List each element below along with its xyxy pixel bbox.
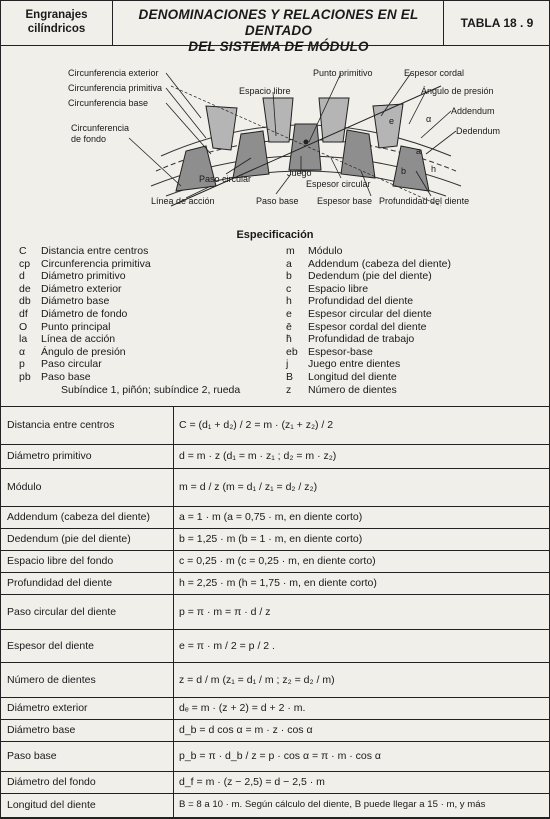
spec-description: Diámetro base [41, 295, 110, 308]
formula-name: Número de dientes [7, 673, 96, 686]
spec-symbol: ē [286, 320, 292, 333]
spec-symbol: B [286, 370, 294, 383]
column-divider [173, 742, 174, 771]
formula-row [1, 529, 549, 551]
formula-name: Diámetro base [7, 724, 76, 736]
label-addendum: Addendum [451, 106, 495, 116]
label-base-pitch: Paso base [256, 196, 299, 206]
formula-expression: dₑ = m · (z + 2) = d + 2 · m. [179, 702, 306, 714]
label-pressure-angle: Ángulo de presión [421, 86, 494, 96]
spec-symbol: db [19, 295, 31, 308]
label-e: e [389, 116, 395, 126]
column-divider [173, 507, 174, 528]
spec-description: Paso circular [41, 358, 102, 371]
column-divider [173, 445, 174, 468]
formula-row [1, 507, 549, 529]
spec-row [19, 321, 240, 334]
formula-expression: c = 0,25 · m (c = 0,25 · m, en diente corto) [179, 555, 376, 567]
label-chordal-thickness: Espesor cordal [404, 68, 465, 78]
spec-symbol: p [19, 358, 25, 371]
label-root-circle-2: de fondo [71, 134, 107, 144]
formula-name: Espesor del diente [7, 639, 94, 652]
label-tooth-depth: Profundidad del diente [379, 196, 470, 206]
formula-expression: b = 1,25 · m (b = 1 · m, en diente corto) [179, 533, 363, 545]
formula-row [1, 742, 549, 772]
formula-row [1, 663, 549, 698]
column-divider [173, 529, 174, 550]
spec-row [286, 358, 451, 371]
spec-symbol: α [19, 345, 26, 358]
spec-description: Profundidad de trabajo [308, 333, 415, 346]
spec-row [286, 333, 451, 346]
formula-table [1, 407, 549, 818]
spec-description: Addendum (cabeza del diente) [308, 257, 452, 270]
column-divider [173, 794, 174, 817]
spec-row [19, 295, 240, 308]
formula-expression: B = 8 a 10 · m. Según cálculo del diente, B puede llegar a 15 · m, y más [179, 799, 486, 810]
spec-description: Diámetro exterior [41, 282, 122, 295]
formula-row [1, 407, 549, 445]
spec-row [19, 333, 240, 346]
label-pitch-point: Punto primitivo [313, 68, 373, 78]
formula-expression: p_b = π · d_b / z = p · cos α = π · m · cos α [179, 750, 381, 762]
formula-expression: d_f = m · (z − 2,5) = d − 2,5 · m [179, 776, 325, 788]
formula-row [1, 720, 549, 742]
spec-description: Punto principal [41, 320, 111, 333]
formula-expression: z = d / m (z₁ = d₁ / m ; z₂ = d₂ / m) [179, 673, 335, 686]
title-line-1: DENOMINACIONES Y RELACIONES EN EL DENTADO [138, 7, 419, 38]
label-base-thickness: Espesor base [317, 196, 373, 206]
label-clearance: Espacio libre [239, 86, 291, 96]
spec-symbol: d [19, 270, 25, 283]
spec-description: Dedendum (pie del diente) [308, 270, 432, 283]
spec-row [286, 283, 451, 296]
formula-name: Espacio libre del fondo [7, 555, 114, 567]
label-pitch-circle: Circunferencia primitiva [68, 83, 163, 93]
column-divider [173, 720, 174, 741]
formula-name: Dedendum (pie del diente) [7, 533, 131, 545]
formula-name: Profundidad del diente [7, 577, 113, 589]
category-label [1, 1, 113, 45]
spec-left-column [19, 245, 240, 396]
spec-row [19, 258, 240, 271]
spec-description: Subíndice 1, piñón; subíndice 2, rueda [61, 383, 241, 396]
formula-expression: a = 1 · m (a = 0,75 · m, en diente corto) [179, 511, 363, 523]
formula-name: Diámetro primitivo [7, 450, 92, 462]
spec-symbol: df [19, 307, 28, 320]
spec-row [19, 245, 240, 258]
formula-row [1, 630, 549, 663]
label-base-circle: Circunferencia base [68, 98, 149, 108]
spec-symbol [19, 384, 41, 397]
spec-description: Juego entre dientes [308, 358, 401, 371]
spec-description: Diámetro de fondo [41, 307, 128, 320]
spec-row [19, 384, 240, 397]
spec-symbol: la [19, 333, 28, 346]
formula-name: Paso circular del diente [7, 605, 117, 618]
label-b: b [401, 166, 407, 176]
formula-row [1, 698, 549, 720]
formula-row [1, 551, 549, 573]
table-header [1, 1, 549, 54]
formula-expression: e = π · m / 2 = p / 2 . [179, 639, 275, 652]
spec-row [286, 270, 451, 283]
label-a: a [416, 146, 422, 156]
formula-expression: p = π · m = π · d / z [179, 605, 271, 618]
spec-symbol: O [19, 320, 28, 333]
spec-symbol: j [286, 358, 289, 371]
label-root-circle-1: Circunferencia [71, 123, 130, 133]
spec-symbol: e [286, 307, 292, 320]
spec-row [286, 295, 451, 308]
spec-description: Espesor cordal del diente [308, 320, 427, 333]
column-divider [173, 595, 174, 629]
formula-expression: m = d / z (m = d₁ / z₁ = d₂ / z₂) [179, 481, 318, 493]
spec-row [19, 270, 240, 283]
formula-row [1, 794, 549, 818]
formula-name: Distancia entre centros [7, 419, 115, 431]
spec-row [19, 358, 240, 371]
spec-description: Espacio libre [308, 282, 369, 295]
column-divider [173, 573, 174, 594]
column-divider [173, 663, 174, 697]
formula-expression: h = 2,25 · m (h = 1,75 · m, en diente corto) [179, 577, 377, 589]
formula-expression: d_b = d cos α = m · z · cos α [179, 724, 313, 736]
column-divider [173, 772, 174, 793]
spec-description: Longitud del diente [308, 370, 397, 383]
formula-name: Addendum (cabeza del diente) [7, 511, 151, 523]
spec-symbol: h̄ [286, 333, 292, 346]
spec-description: Espesor-base [308, 345, 373, 358]
spec-symbol: h [286, 295, 292, 308]
spec-symbol: C [19, 245, 27, 257]
category-line-2: cilíndricos [27, 23, 86, 35]
spec-right-column [286, 245, 451, 396]
formula-row [1, 445, 549, 469]
formula-expression: C = (d₁ + d₂) / 2 = m · (z₁ + z₂) / 2 [179, 419, 334, 431]
spec-description: Diámetro primitivo [41, 270, 126, 283]
spec-symbol: b [286, 270, 292, 283]
column-divider [173, 469, 174, 506]
spec-row [286, 258, 451, 271]
formula-row [1, 469, 549, 507]
spec-row [19, 346, 240, 359]
label-h: h [431, 164, 437, 174]
label-line-of-action: Línea de acción [151, 196, 215, 206]
formula-expression: d = m · z (d₁ = m · z₁ ; d₂ = m · z₂) [179, 450, 337, 462]
column-divider [173, 698, 174, 719]
spec-row [286, 371, 451, 384]
formula-name: Paso base [7, 750, 57, 762]
formula-row [1, 573, 549, 595]
formula-name: Diámetro del fondo [7, 776, 96, 788]
column-divider [173, 551, 174, 572]
spec-row [19, 308, 240, 321]
page-title [114, 1, 444, 54]
spec-description: Número de dientes [308, 383, 397, 396]
spec-row [19, 371, 240, 384]
formula-name: Módulo [7, 481, 42, 493]
formula-row [1, 772, 549, 794]
spec-description: Paso base [41, 370, 91, 383]
formula-name: Diámetro exterior [7, 702, 88, 714]
spec-description: Espesor circular del diente [308, 307, 432, 320]
column-divider [173, 630, 174, 662]
specification-section [1, 223, 549, 407]
spec-symbol: m [286, 245, 295, 257]
category-line-1: Engranajes [25, 9, 88, 21]
column-divider [173, 407, 174, 444]
spec-symbol: pb [19, 370, 31, 383]
spec-symbol: de [19, 282, 31, 295]
spec-description: Distancia entre centros [41, 245, 149, 257]
label-circular-pitch: Paso circular [199, 174, 252, 184]
spec-description: Línea de acción [41, 333, 116, 346]
spec-row [286, 245, 451, 258]
spec-symbol: c [286, 282, 292, 295]
spec-symbol: eb [286, 345, 298, 358]
spec-description: Circunferencia primitiva [41, 257, 151, 270]
gear-diagram [1, 46, 549, 223]
formula-name: Longitud del diente [7, 799, 96, 811]
spec-description: Profundidad del diente [308, 295, 414, 308]
spec-row [286, 308, 451, 321]
label-circular-thickness: Espesor circular [306, 179, 371, 189]
spec-description: Módulo [308, 245, 343, 257]
spec-row [286, 346, 451, 359]
spec-description: Ángulo de presión [41, 345, 126, 358]
spec-row [286, 384, 451, 397]
label-backlash: Juego [287, 168, 312, 178]
spec-row [19, 283, 240, 296]
formula-row [1, 595, 549, 630]
spec-symbol: cp [19, 257, 31, 270]
label-outer-circle: Circunferencia exterior [68, 68, 159, 78]
table-number: TABLA 18 . 9 [460, 16, 534, 30]
spec-symbol: a [286, 257, 292, 270]
title-line-2: DEL SISTEMA DE MÓDULO [188, 39, 369, 54]
spec-symbol: z [286, 383, 292, 396]
label-dedendum: Dedendum [456, 126, 501, 136]
specification-title: Especificación [236, 229, 314, 241]
label-alpha: α [426, 114, 432, 124]
spec-row [286, 321, 451, 334]
